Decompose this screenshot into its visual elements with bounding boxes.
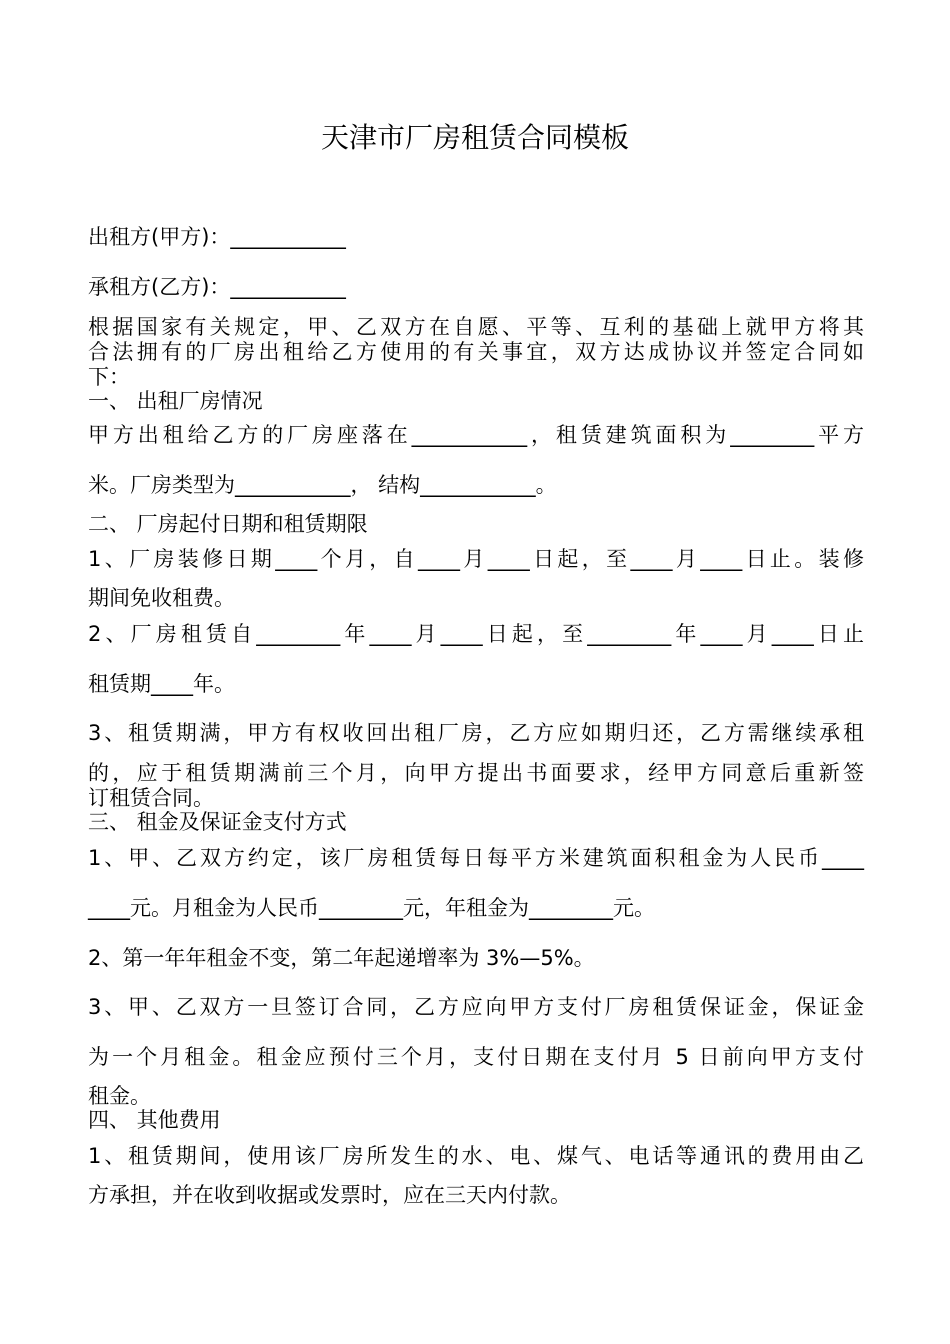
section-4-heading: 四、 其他费用 [88,1108,221,1132]
item-2-1-line-2: 期间免收租费。 [88,586,235,610]
item-3-1-line-2: ____元。月租金为人民币________元，年租金为________元。 [88,896,655,920]
document-title: 天津市厂房租赁合同模板 [320,121,629,154]
item-2-3-line-3: 订租赁合同。 [88,786,214,810]
item-2-3-line-1: 3、租赁期满，甲方有权收回出租厂房，乙方应如期归还，乙方需继续承租 [88,721,864,745]
item-3-1-line-1: 1、甲、乙双方约定，该厂房租赁每日每平方米建筑面积租金为人民币____ [88,846,864,870]
item-4-1-line-2: 方承担，并在收到收据或发票时，应在三天内付款。 [88,1183,571,1207]
intro-line-3: 下： [88,365,130,389]
item-2-2-line-2: 租赁期____年。 [88,672,235,696]
item-3-3-line-1: 3、甲、乙双方一旦签订合同，乙方应向甲方支付厂房租赁保证金，保证金 [88,995,864,1019]
item-3-2-line: 2、第一年年租金不变，第二年起递增率为 3%—5%。 [88,946,595,970]
section-3-heading: 三、 租金及保证金支付方式 [88,810,347,834]
intro-line-2: 合法拥有的厂房出租给乙方使用的有关事宜，双方达成协议并签定合同如 [88,340,864,364]
item-2-2-line-1: 2、厂房租赁自________年____月____日起，至________年____月____日止 [88,622,865,646]
intro-line-1: 根据国家有关规定，甲、乙双方在自愿、平等、互利的基础上就甲方将其 [88,315,864,339]
item-2-1-line-1: 1、厂房装修日期____个月，自____月____日起，至____月____日止。装修 [88,547,864,571]
lessee-line: 承租方(乙方)：___________ [88,275,346,299]
item-3-3-line-2: 为一个月租金。租金应预付三个月，支付日期在支付月 5 日前向甲方支付 [88,1045,864,1069]
section-1-line-1: 甲方出租给乙方的厂房座落在___________，租赁建筑面积为________平方 [88,423,864,447]
section-1-line-2: 米。厂房类型为___________， 结构___________。 [88,473,557,497]
item-4-1-line-1: 1、租赁期间，使用该厂房所发生的水、电、煤气、电话等通讯的费用由乙 [88,1144,864,1168]
lessor-line: 出租方(甲方)：___________ [88,225,346,249]
item-2-3-line-2: 的，应于租赁期满前三个月，向甲方提出书面要求，经甲方同意后重新签 [88,761,864,785]
section-2-heading: 二、 厂房起付日期和租赁期限 [88,512,368,536]
section-1-heading: 一、 出租厂房情况 [88,389,263,413]
item-3-3-line-3: 租金。 [88,1084,151,1108]
